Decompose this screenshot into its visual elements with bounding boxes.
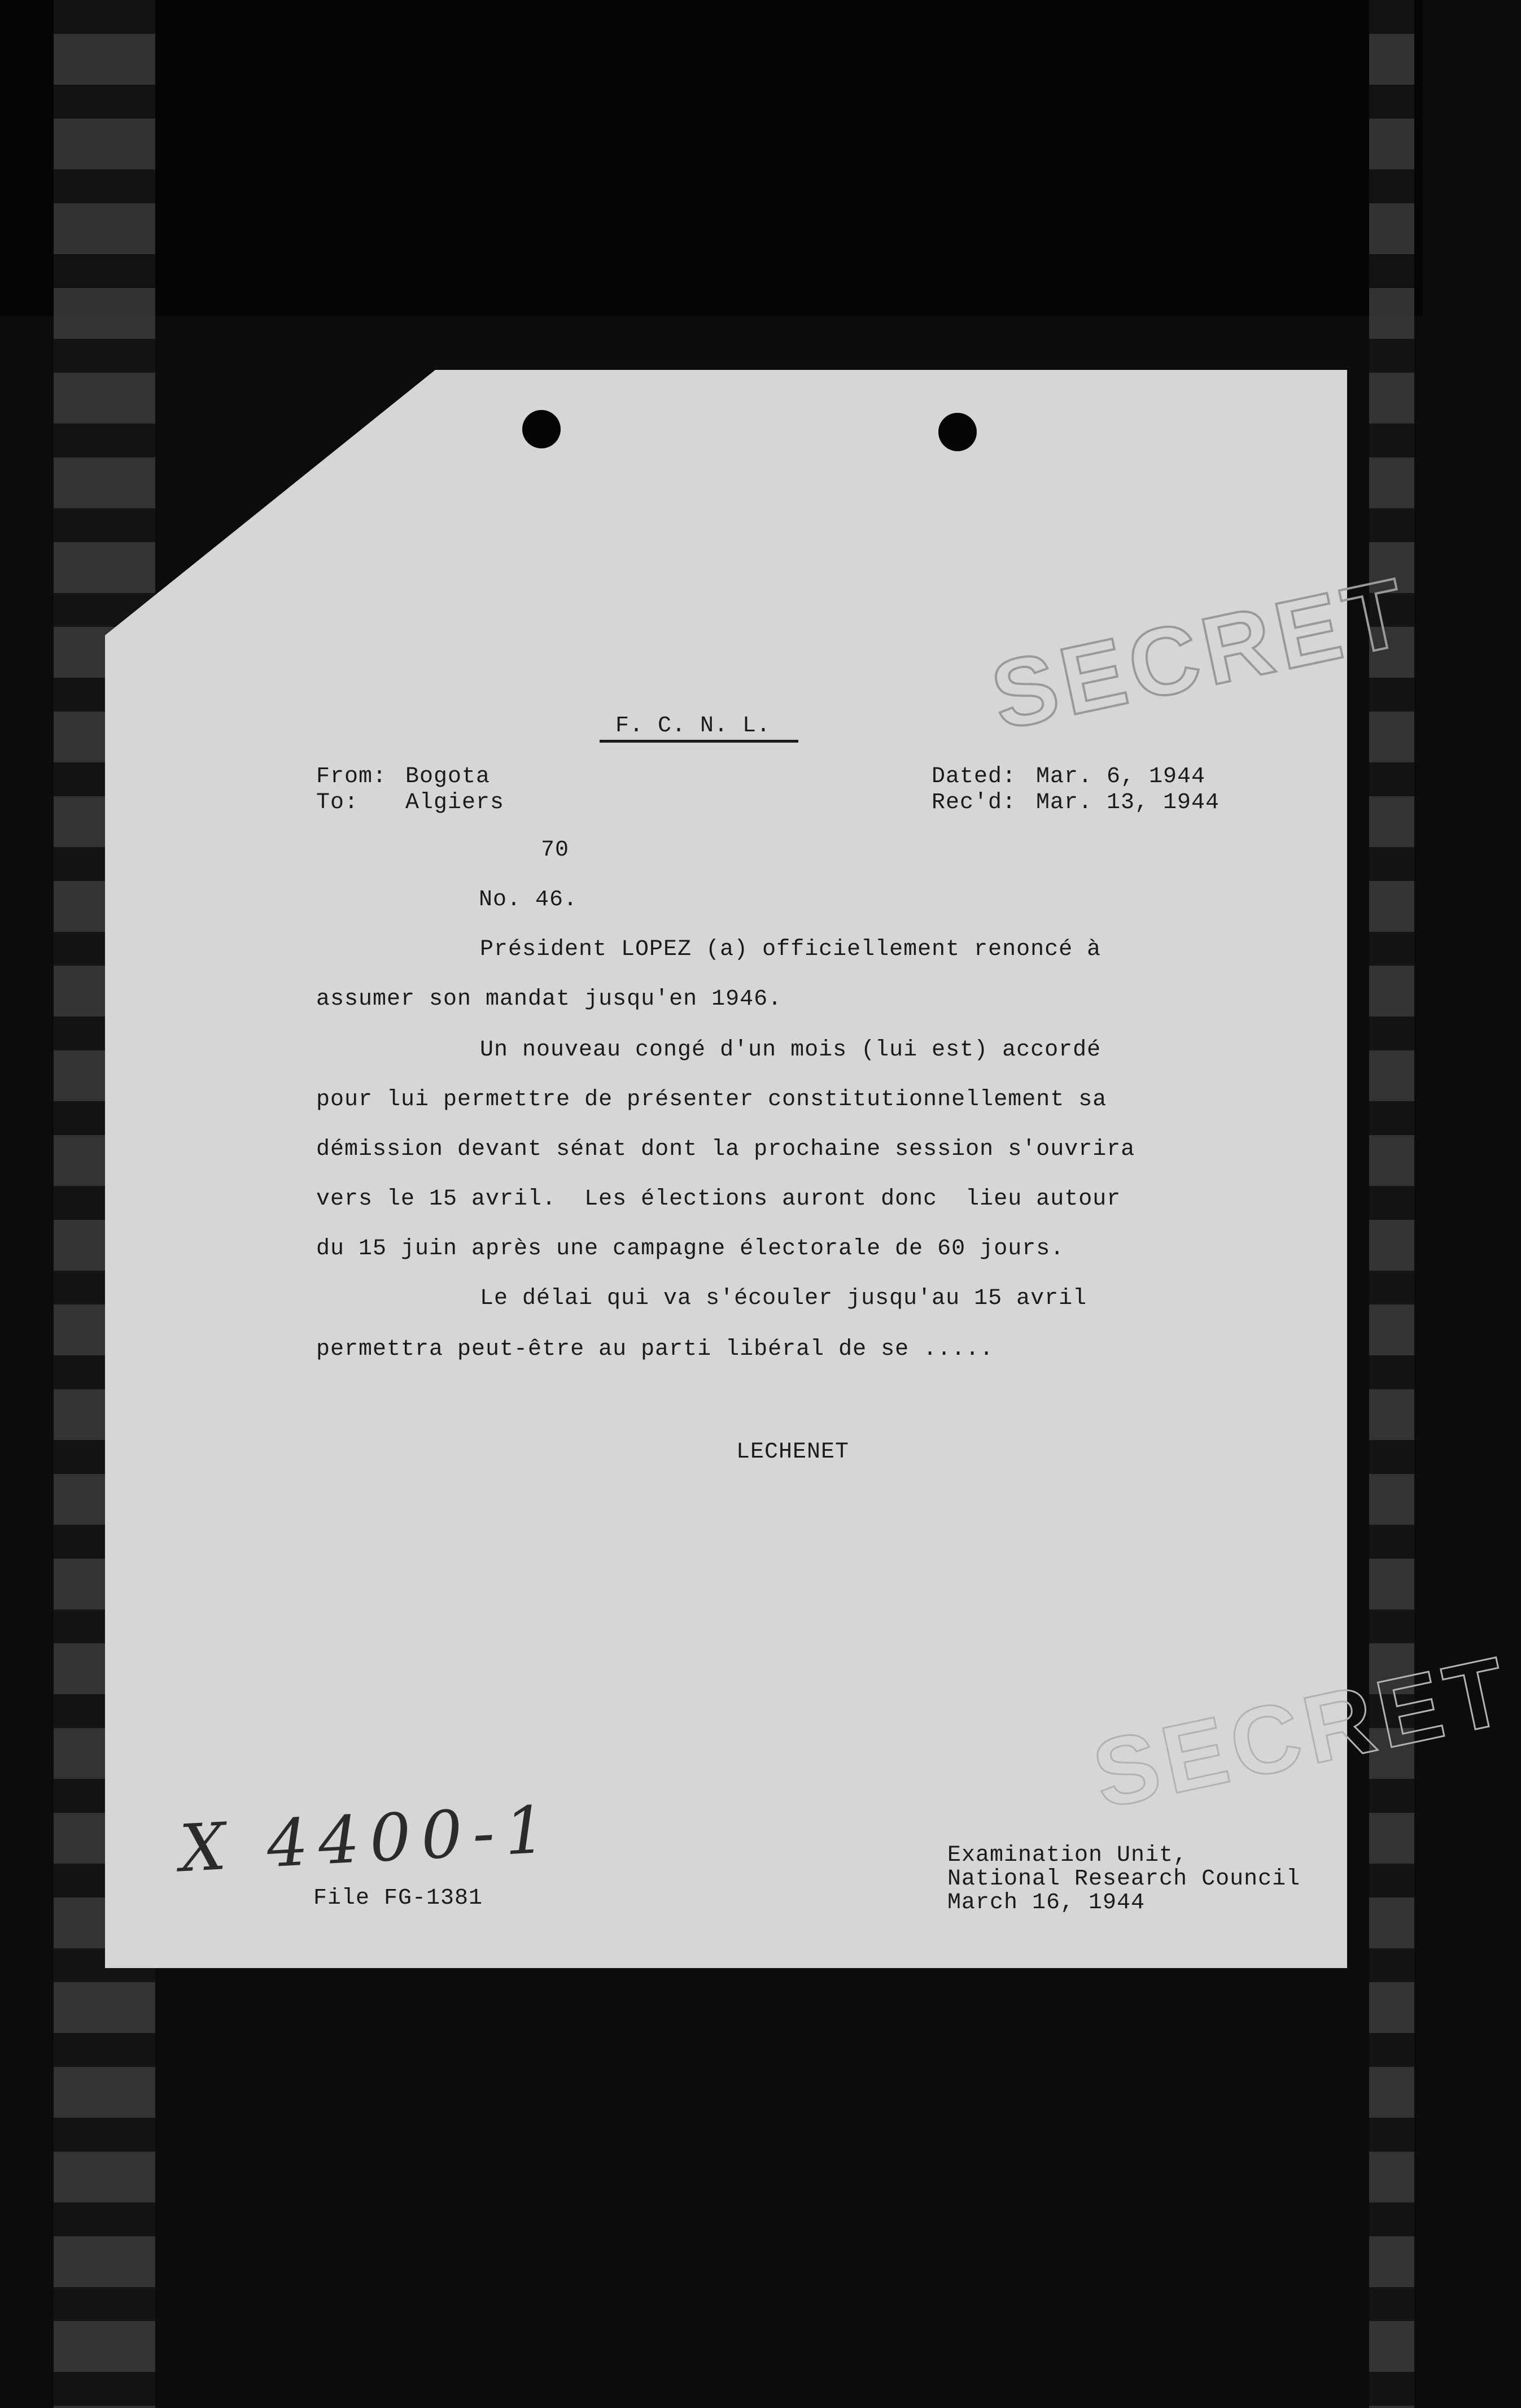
body-line: assumer son mandat jusqu'en 1946. [316, 987, 783, 1012]
footer-date: March 16, 1944 [947, 1890, 1146, 1916]
to-value: Algiers [405, 790, 505, 815]
from-value: Bogota [405, 764, 491, 789]
punch-hole-right [938, 413, 977, 451]
film-dark-border [0, 0, 1423, 316]
file-reference: File FG-1381 [313, 1886, 483, 1911]
body-line: vers le 15 avril. Les élections auront donc lieu autour [316, 1186, 1121, 1212]
film-strip-right [1369, 0, 1414, 2408]
dated-value: Mar. 6, 1944 [1036, 764, 1206, 789]
to-label: To: [316, 790, 359, 815]
body-line: Le délai qui va s'écouler jusqu'au 15 avril [480, 1286, 1087, 1311]
body-line: permettra peut-être au parti libéral de se ..... [316, 1337, 994, 1362]
dated-label: Dated: [932, 764, 1017, 789]
title-underline [600, 740, 798, 743]
body-line: du 15 juin après une campagne électorale de 60 jours. [316, 1236, 1065, 1262]
body-line: pour lui permettre de présenter constitutionnellement sa [316, 1087, 1107, 1113]
signature: LECHENET [736, 1439, 850, 1465]
document-title: F. C. N. L. [615, 713, 771, 739]
body-line: démission devant sénat dont la prochaine session s'ouvrira [316, 1137, 1135, 1162]
examination-unit-line: Examination Unit, [947, 1843, 1188, 1868]
reference-number: 70 [541, 837, 570, 863]
recd-label: Rec'd: [932, 790, 1017, 815]
body-line: Président LOPEZ (a) officiellement renoncé à [480, 937, 1102, 962]
body-line: Un nouveau congé d'un mois (lui est) accordé [480, 1037, 1102, 1063]
research-council-line: National Research Council [947, 1866, 1301, 1892]
punch-hole-left [522, 410, 561, 448]
handwritten-reference: X 4400-1 [177, 1791, 558, 1887]
from-label: From: [316, 764, 387, 789]
secret-stamp-bottom: SECRET [1084, 1636, 1521, 1829]
recd-value: Mar. 13, 1944 [1036, 790, 1220, 815]
secret-stamp-top: SECRET [982, 557, 1419, 751]
message-number: No. 46. [479, 887, 578, 913]
